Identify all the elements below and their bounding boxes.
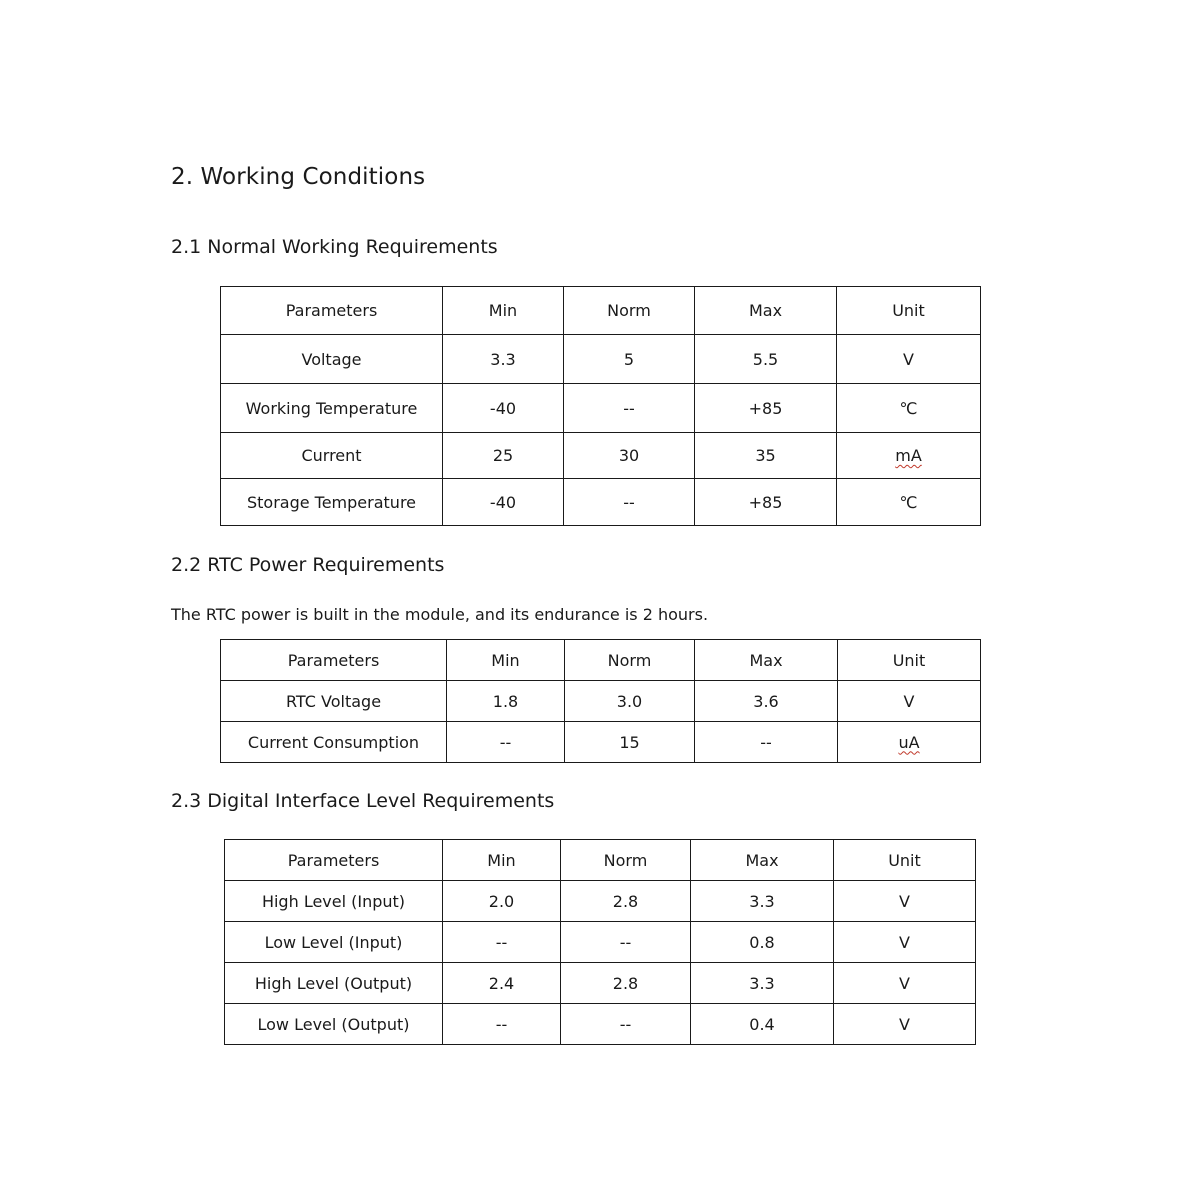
table-row xyxy=(221,479,981,526)
normal-working-requirements-table xyxy=(220,286,981,526)
table-cell: -- xyxy=(443,1004,561,1045)
header-cell: Max xyxy=(691,840,834,881)
table-cell: 2.8 xyxy=(561,881,691,922)
table-cell: 5 xyxy=(564,335,695,384)
table-cell: -40 xyxy=(443,479,564,526)
table-row xyxy=(221,433,981,479)
table-header-row xyxy=(221,287,981,335)
table-cell: 2.4 xyxy=(443,963,561,1004)
table-cell: -- xyxy=(443,922,561,963)
table-cell: Current Consumption xyxy=(221,722,447,763)
table-cell: -- xyxy=(561,1004,691,1045)
section-heading-rtc-power: 2.2 RTC Power Requirements xyxy=(171,554,445,576)
table-cell: V xyxy=(838,681,981,722)
table-cell: 0.4 xyxy=(691,1004,834,1045)
table-row xyxy=(221,681,981,722)
table-cell: ℃ xyxy=(837,384,981,433)
table-cell xyxy=(837,433,981,479)
table-cell: Low Level (Output) xyxy=(225,1004,443,1045)
digital-interface-level-table xyxy=(224,839,976,1045)
table-cell: +85 xyxy=(695,479,837,526)
table-cell: 3.6 xyxy=(695,681,838,722)
rtc-power-note: The RTC power is built in the module, and its endurance is 2 hours. xyxy=(171,605,709,624)
section-heading-normal-working: 2.1 Normal Working Requirements xyxy=(171,236,498,258)
table-cell: 2.8 xyxy=(561,963,691,1004)
page-title: 2. Working Conditions xyxy=(171,164,426,190)
table-cell: Current xyxy=(221,433,443,479)
table-cell: 3.3 xyxy=(443,335,564,384)
table-cell: 25 xyxy=(443,433,564,479)
table-cell: 5.5 xyxy=(695,335,837,384)
table-cell: -- xyxy=(561,922,691,963)
table-cell: Voltage xyxy=(221,335,443,384)
table-cell: 3.3 xyxy=(691,881,834,922)
header-cell: Parameters xyxy=(225,840,443,881)
table-row xyxy=(221,722,981,763)
table-cell: V xyxy=(834,922,976,963)
table-cell: -40 xyxy=(443,384,564,433)
rtc-power-requirements-table xyxy=(220,639,981,763)
header-cell: Parameters xyxy=(221,640,447,681)
table-cell: V xyxy=(834,881,976,922)
table-row xyxy=(225,963,976,1004)
header-cell: Unit xyxy=(834,840,976,881)
table-cell: 30 xyxy=(564,433,695,479)
table-cell: High Level (Output) xyxy=(225,963,443,1004)
table-cell: Storage Temperature xyxy=(221,479,443,526)
header-cell: Norm xyxy=(564,287,695,335)
table-cell: -- xyxy=(695,722,838,763)
header-cell: Max xyxy=(695,287,837,335)
table-row xyxy=(225,1004,976,1045)
table-cell: V xyxy=(834,963,976,1004)
table-cell: 3.0 xyxy=(565,681,695,722)
table-cell xyxy=(838,722,981,763)
table-row xyxy=(221,335,981,384)
table-cell: V xyxy=(834,1004,976,1045)
header-cell: Min xyxy=(443,287,564,335)
table-cell: -- xyxy=(564,384,695,433)
header-cell: Parameters xyxy=(221,287,443,335)
header-cell: Min xyxy=(443,840,561,881)
table-cell: 15 xyxy=(565,722,695,763)
section-heading-digital-interface: 2.3 Digital Interface Level Requirements xyxy=(171,790,555,812)
table-row xyxy=(221,384,981,433)
table-cell: Low Level (Input) xyxy=(225,922,443,963)
table-cell: ℃ xyxy=(837,479,981,526)
table-cell: 3.3 xyxy=(691,963,834,1004)
table-cell: High Level (Input) xyxy=(225,881,443,922)
table-header-row xyxy=(225,840,976,881)
table-cell: -- xyxy=(564,479,695,526)
header-cell: Min xyxy=(447,640,565,681)
header-cell: Norm xyxy=(561,840,691,881)
table-cell: V xyxy=(837,335,981,384)
header-cell: Max xyxy=(695,640,838,681)
table-cell: 35 xyxy=(695,433,837,479)
table-cell: 0.8 xyxy=(691,922,834,963)
unit-text: uA xyxy=(898,732,920,752)
table-cell: -- xyxy=(447,722,565,763)
table-cell: 2.0 xyxy=(443,881,561,922)
table-row xyxy=(225,881,976,922)
table-cell: 1.8 xyxy=(447,681,565,722)
table-header-row xyxy=(221,640,981,681)
table-cell: Working Temperature xyxy=(221,384,443,433)
table-cell: +85 xyxy=(695,384,837,433)
header-cell: Unit xyxy=(837,287,981,335)
header-cell: Unit xyxy=(838,640,981,681)
unit-text: mA xyxy=(895,446,922,465)
header-cell: Norm xyxy=(565,640,695,681)
table-row xyxy=(225,922,976,963)
table-cell: RTC Voltage xyxy=(221,681,447,722)
